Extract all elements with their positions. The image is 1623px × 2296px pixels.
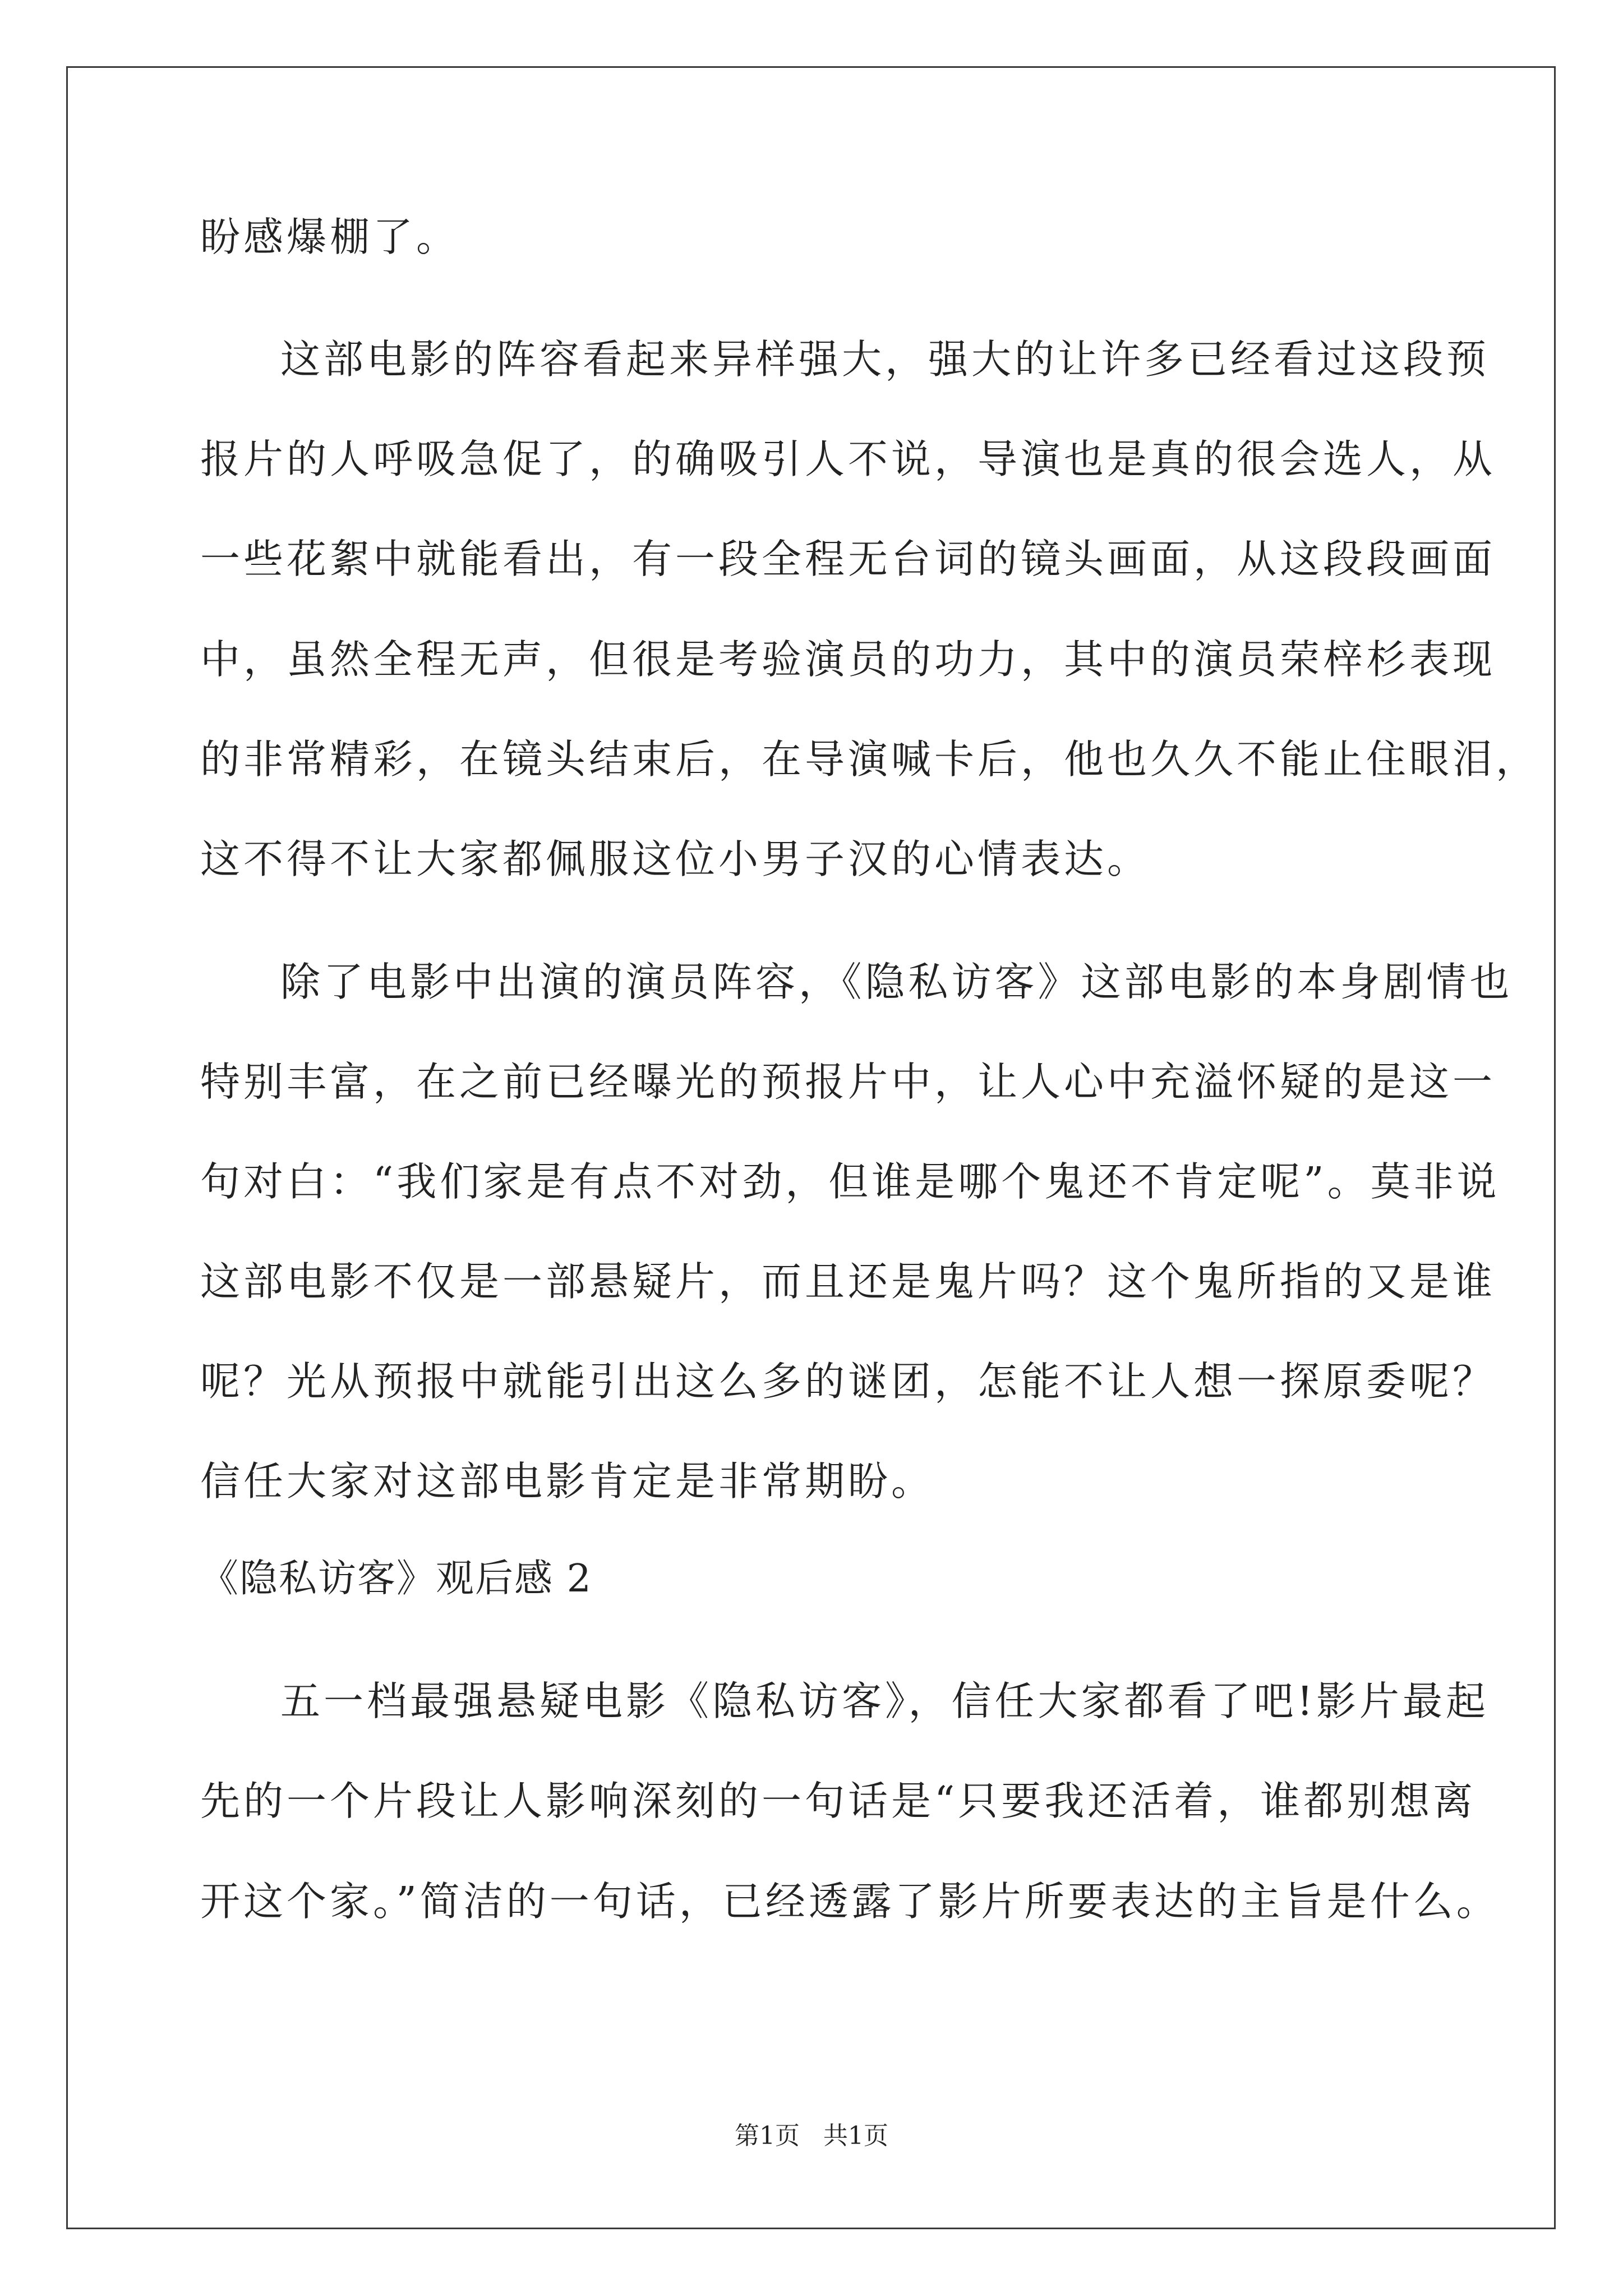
body-line-2: 这部电影的阵容看起来异样强大，强大的让许多已经看过这段预 [280,336,1490,383]
body-line-3: 报片的人呼吸急促了，的确吸引人不说，导演也是真的很会选人，从 [200,436,1496,482]
body-line-16: 开这个家。”简洁的一句话，已经透露了影片所要表达的主旨是什么。 [200,1878,1500,1925]
body-line-6: 的非常精彩，在镜头结束后，在导演喊卡后，他也久久不能止住眼泪， [200,736,1539,783]
body-line-9: 特别丰富，在之前已经曝光的预报片中，让人心中充溢怀疑的是这一 [200,1059,1496,1105]
page-total: 共1页 [823,2122,888,2150]
body-line-4: 一些花絮中就能看出，有一段全程无台词的镜头画面，从这段段画面 [200,536,1496,582]
body-line-14: 五一档最强悬疑电影《隐私访客》，信任大家都看了吧!影片最起 [280,1678,1490,1724]
body-line-7: 这不得不让大家都佩服这位小男子汉的心情表达。 [200,836,1151,882]
body-line-11: 这部电影不仅是一部悬疑片，而且还是鬼片吗？这个鬼所指的又是谁 [200,1258,1496,1305]
body-line-8: 除了电影中出演的演员阵容，《隐私访客》这部电影的本身剧情也 [280,959,1513,1005]
page-number: 第1页 [735,2122,800,2150]
body-line-5: 中，虽然全程无声，但很是考验演员的功力，其中的演员荣梓杉表现 [200,636,1496,683]
body-line-10: 句对白：“我们家是有点不对劲，但谁是哪个鬼还不肯定呢”。莫非说 [200,1158,1500,1205]
section-heading: 《隐私访客》观后感 2 [200,1557,592,1601]
body-line-15: 先的一个片段让人影响深刻的一句话是“只要我还活着，谁都别想离 [200,1778,1477,1824]
page-footer [0,2119,1623,2153]
body-line-1: 盼感爆棚了。 [200,214,460,260]
body-line-13: 信任大家对这部电影肯定是非常期盼。 [200,1458,935,1504]
body-line-12: 呢？光从预报中就能引出这么多的谜团，怎能不让人想一探原委呢？ [200,1358,1496,1405]
